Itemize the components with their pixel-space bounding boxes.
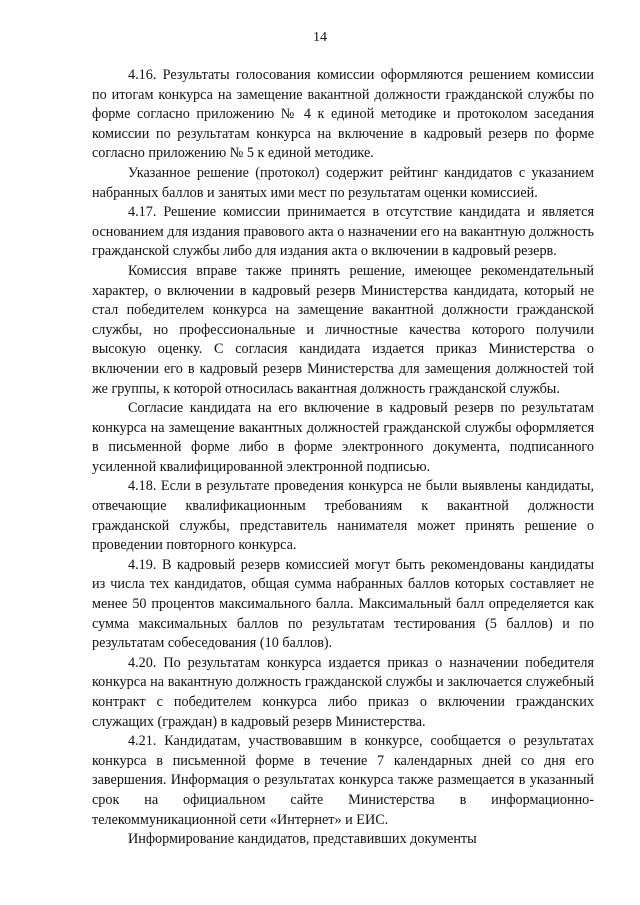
- paragraph-recommendation: Комиссия вправе также принять решение, имеющее рекомендательный характер, о включении в кадровый резерв Министерства кандидата, который не стал победителем конкурса на замещение вакантной должности гражданской службы, но профессиональные и личностные качества которого получили высокую оценку. С согласия кандидата издается приказ Министерства о включении его в кадровый резерв Министерства для замещения должностей той же группы, к которой относилась вакантная должность гражданской службы.: [92, 262, 594, 397]
- paragraph-4-19: 4.19. В кадровый резерв комиссией могут быть рекомендованы кандидаты из числа тех кандидатов, общая сумма набранных баллов которых составляет не менее 50 процентов максимального балла. Максимальный балл определяется как сумма максимальных баллов по результатам тестирования (5 баллов) и по результатам собеседования (10 баллов).: [92, 556, 594, 652]
- paragraph-4-17: 4.17. Решение комиссии принимается в отсутствие кандидата и является основанием для издания правового акта о назначении его на вакантную должность гражданской службы либо для издания акта о включении в кадровый резерв.: [92, 204, 594, 260]
- paragraph-rating: Указанное решение (протокол) содержит рейтинг кандидатов с указанием набранных баллов и занятых ими мест по результатам оценки комиссией.: [92, 164, 594, 201]
- page-number: 14: [313, 30, 327, 45]
- paragraph-4-20: 4.20. По результатам конкурса издается приказ о назначении победителя конкурса на вакантную должность гражданской службы и заключается служебный контракт с победителем конкурса либо приказ о включении гражданских служащих (граждан) в кадровый резерв Министерства.: [92, 654, 594, 730]
- paragraph-consent: Согласие кандидата на его включение в кадровый резерв по результатам конкурса на замещение вакантных должностей гражданской службы оформляется в письменной форме либо в форме электронного документа, подписанного усиленной квалифицированной электронной подписью.: [92, 400, 594, 475]
- document-body: [92, 66, 594, 850]
- paragraph-4-21: 4.21. Кандидатам, участвовавшим в конкурсе, сообщается о результатах конкурса в письменной форме в течение 7 календарных дней со дня его завершения. Информация о результатах конкурса также размещается в указанный срок на официальном сайте Министерства в информационно-телекоммуникационной сети «Интернет» и ЕИС.: [92, 733, 594, 828]
- paragraph-4-18: 4.18. Если в результате проведения конкурса не были выявлены кандидаты, отвечающие квалификационным требованиям к вакантной должности гражданской службы, представитель нанимателя может принять решение о проведении повторного конкурса.: [92, 478, 594, 554]
- paragraph-4-16: 4.16. Результаты голосования комиссии оформляются решением комиссии по итогам конкурса на замещение вакантной должности гражданской службы по форме согласно приложению № 4 к единой методике и протоколом заседания комиссии по результатам конкурса на включение в кадровый резерв по форме согласно приложению № 5 к единой методике.: [92, 67, 594, 162]
- paragraph-informing: Информирование кандидатов, представивших документы: [128, 831, 477, 848]
